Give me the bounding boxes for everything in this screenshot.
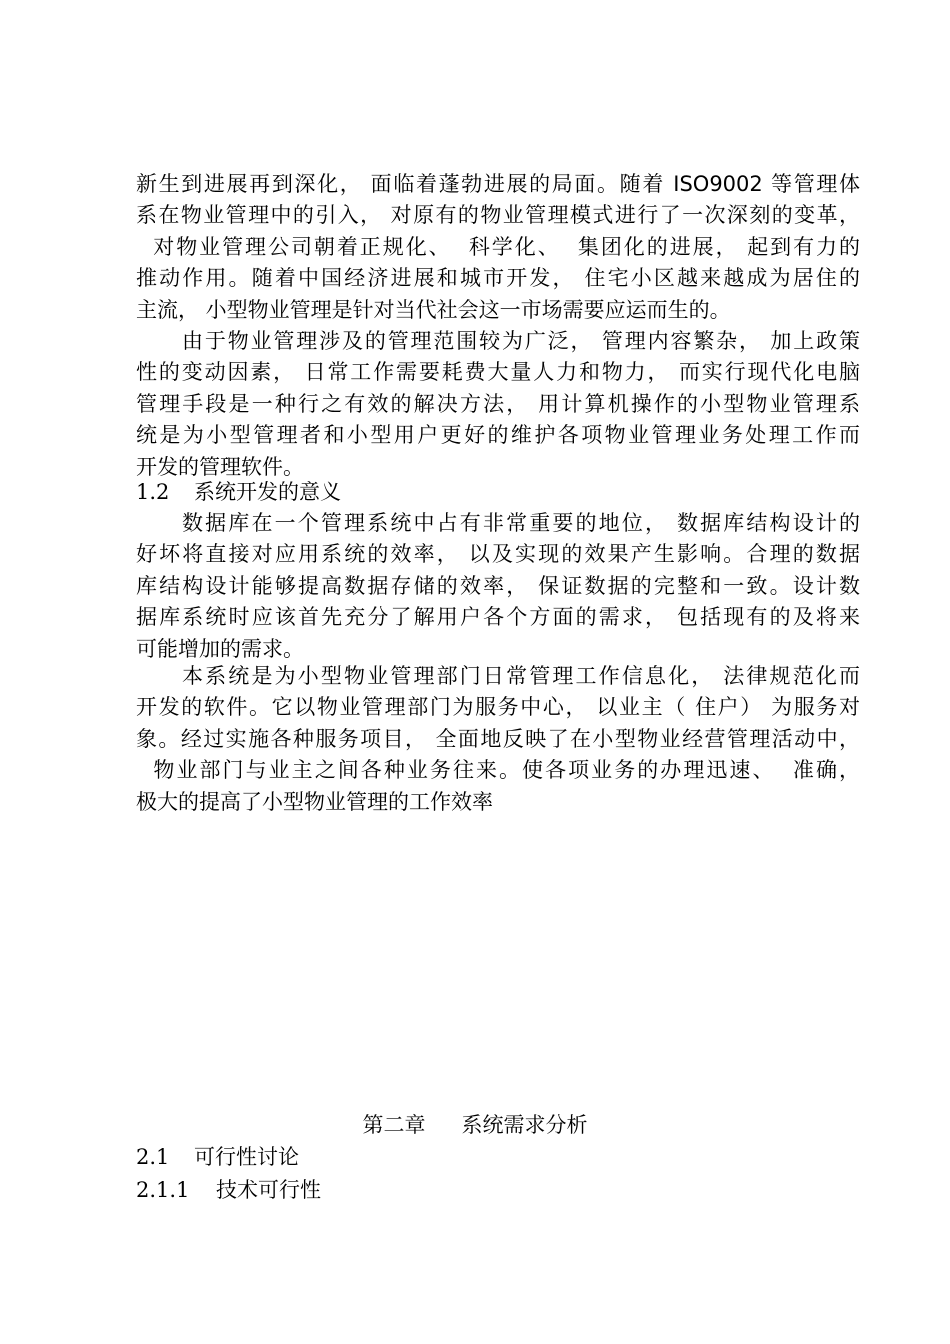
paragraph-line: 可能增加的需求。	[136, 636, 304, 661]
paragraph-line: 开发的管理软件。	[136, 454, 304, 479]
section-heading-2-1	[136, 1142, 299, 1173]
paragraph-line: 好坏将直接对应用系统的效率， 以及实现的效果产生影响。合理的数据	[136, 542, 860, 567]
section-title: 可行性讨论	[194, 1145, 299, 1169]
section-heading-1-2	[136, 477, 341, 508]
section-number: 1.2	[136, 480, 170, 504]
paragraph-line: 新生到进展再到深化， 面临着蓬勃进展的局面。随着 ISO9002 等管理体	[136, 172, 860, 196]
paragraph-2	[136, 326, 860, 483]
paragraph-line: 开发的软件。它以物业管理部门为服务中心， 以业主（ 住户） 为服务对	[136, 695, 860, 720]
section-number: 2.1	[136, 1145, 170, 1169]
paragraph-line: 主流， 小型物业管理是针对当代社会这一市场需要应运而生的。	[136, 297, 731, 322]
paragraph-line: 物业部门与业主之间各种业务往来。使各项业务的办理迅速、 准确，	[136, 758, 860, 783]
paragraph-line: 管理手段是一种行之有效的解决方法， 用计算机操作的小型物业管理系	[136, 391, 860, 416]
paragraph-line: 性的变动因素， 日常工作需要耗费大量人力和物力， 而实行现代化电脑	[136, 360, 860, 385]
chapter-title: 系统需求分析	[461, 1113, 588, 1137]
paragraph-line: 极大的提高了小型物业管理的工作效率	[136, 789, 493, 814]
paragraph-line: 据库系统时应该首先充分了解用户各个方面的需求， 包括现有的及将来	[136, 605, 860, 630]
section-title: 系统开发的意义	[194, 480, 341, 504]
section-number: 2.1.1	[136, 1178, 190, 1202]
chapter-heading	[0, 1110, 950, 1141]
paragraph-line: 象。经过实施各种服务项目， 全面地反映了在小型物业经营管理活动中，	[136, 726, 860, 751]
section-heading-2-1-1	[136, 1175, 321, 1206]
paragraph-line: 推动作用。随着中国经济进展和城市开发， 住宅小区越来越成为居住的	[136, 266, 860, 291]
paragraph-line: 库结构设计能够提高数据存储的效率， 保证数据的完整和一致。设计数	[136, 573, 860, 598]
paragraph-4	[136, 661, 860, 818]
chapter-label: 第二章	[362, 1113, 426, 1137]
section-title: 技术可行性	[216, 1178, 321, 1202]
paragraph-1	[136, 169, 860, 326]
paragraph-3	[136, 508, 860, 665]
paragraph-line: 数据库在一个管理系统中占有非常重要的地位， 数据库结构设计的	[182, 511, 860, 535]
paragraph-line: 对物业管理公司朝着正规化、 科学化、 集团化的进展， 起到有力的	[136, 234, 860, 259]
paragraph-line: 系在物业管理中的引入， 对原有的物业管理模式进行了一次深刻的变革，	[136, 203, 860, 228]
paragraph-line: 由于物业管理涉及的管理范围较为广泛， 管理内容繁杂， 加上政策	[182, 329, 860, 353]
paragraph-line: 统是为小型管理者和小型用户更好的维护各项物业管理业务处理工作而	[136, 423, 860, 448]
paragraph-line: 本系统是为小型物业管理部门日常管理工作信息化， 法律规范化而	[182, 664, 860, 688]
